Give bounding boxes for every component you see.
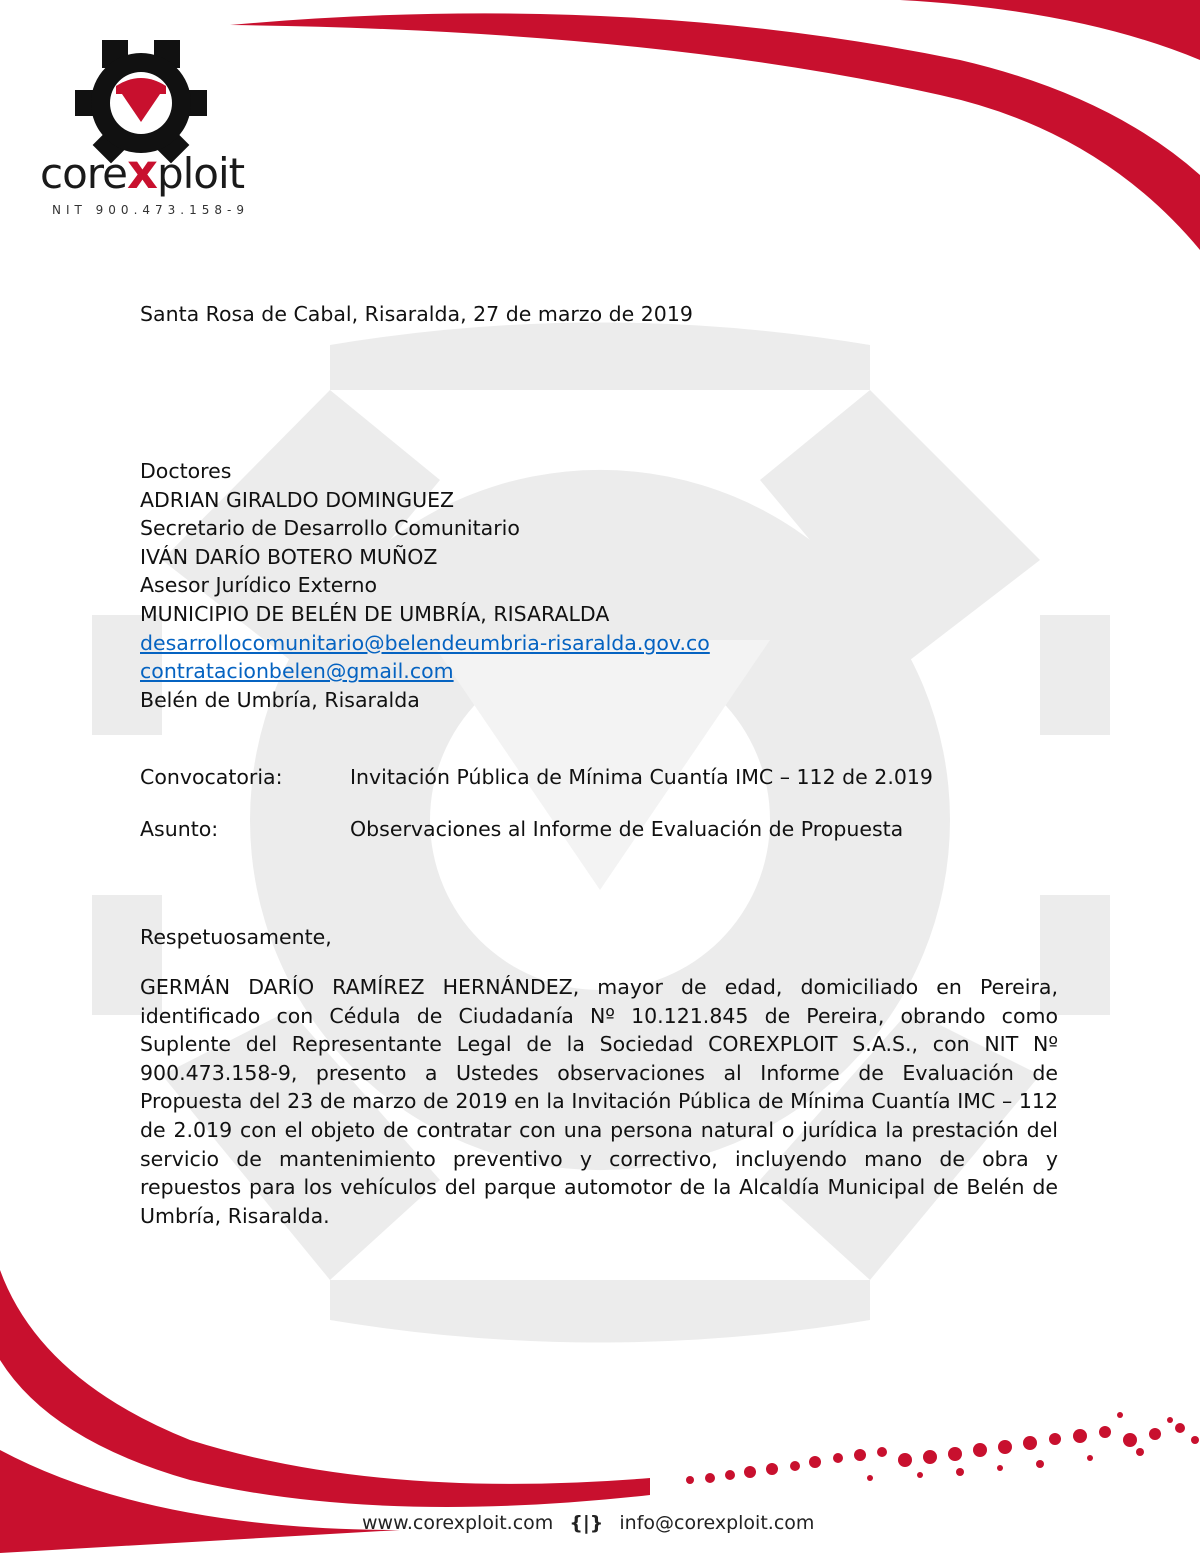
- body-paragraph: GERMÁN DARÍO RAMÍREZ HERNÁNDEZ, mayor de edad, domiciliado en Pereira, identificado con Cédula de Ciudadanía Nº 10.121.845 de Pereira, obrando como Suplente del Representante Legal de la Sociedad COREXPLOIT S.A.S., con NIT Nº 900.473.158-9, presento a Ustedes observaciones al Informe de Evaluación de Propuesta del 23 de marzo de 2019 en la Invitación Pública de Mínima Cuantía IMC – 112 de 2.019 con el objeto de contratar con una persona natural o jurídica la prestación del servicio de mantenimiento preventivo y correctivo, incluyendo mano de obra y repuestos para los vehículos del parque automotor de la Alcaldía Municipal de Belén de Umbría, Risaralda.: [140, 975, 1058, 1228]
- recipient-email-link[interactable]: desarrollocomunitario@belendeumbria-risaralda.gov.co: [140, 630, 710, 655]
- footer-email[interactable]: info@corexploit.com: [619, 1512, 815, 1534]
- recipient-block: [140, 457, 1058, 714]
- recipient-city: Belén de Umbría, Risaralda: [140, 687, 420, 712]
- company-wordmark: corexploit: [40, 144, 245, 200]
- convocatoria-label: Convocatoria:: [140, 765, 283, 789]
- recipient-line: Doctores: [140, 459, 232, 483]
- recipient-line: IVÁN DARÍO BOTERO MUÑOZ: [140, 544, 438, 569]
- gear-wrench-logo-icon: [30, 30, 260, 230]
- top-red-swoosh: [230, 13, 1200, 250]
- code-brackets-icon: {|}: [569, 1512, 604, 1534]
- recipient-line: ADRIAN GIRALDO DOMINGUEZ: [140, 487, 455, 512]
- convocatoria-value: Invitación Pública de Mínima Cuantía IMC – 112 de 2.019: [350, 765, 933, 789]
- dotted-band: [686, 1412, 1199, 1484]
- recipient-email-link[interactable]: contratacionbelen@gmail.com: [140, 659, 454, 684]
- footer-contact: [362, 1512, 814, 1534]
- asunto-label: Asunto:: [140, 817, 219, 841]
- recipient-line: Asesor Jurídico Externo: [140, 573, 378, 598]
- recipient-line: Secretario de Desarrollo Comunitario: [140, 516, 520, 541]
- footer-website[interactable]: www.corexploit.com: [362, 1512, 554, 1534]
- greeting: Respetuosamente,: [140, 925, 332, 949]
- asunto-value: Observaciones al Informe de Evaluación de Propuesta: [350, 817, 904, 841]
- recipient-line: MUNICIPIO DE BELÉN DE UMBRÍA, RISARALDA: [140, 601, 610, 626]
- place-date: Santa Rosa de Cabal, Risaralda, 27 de marzo de 2019: [140, 302, 693, 326]
- company-nit: NIT 900.473.158-9: [52, 203, 249, 217]
